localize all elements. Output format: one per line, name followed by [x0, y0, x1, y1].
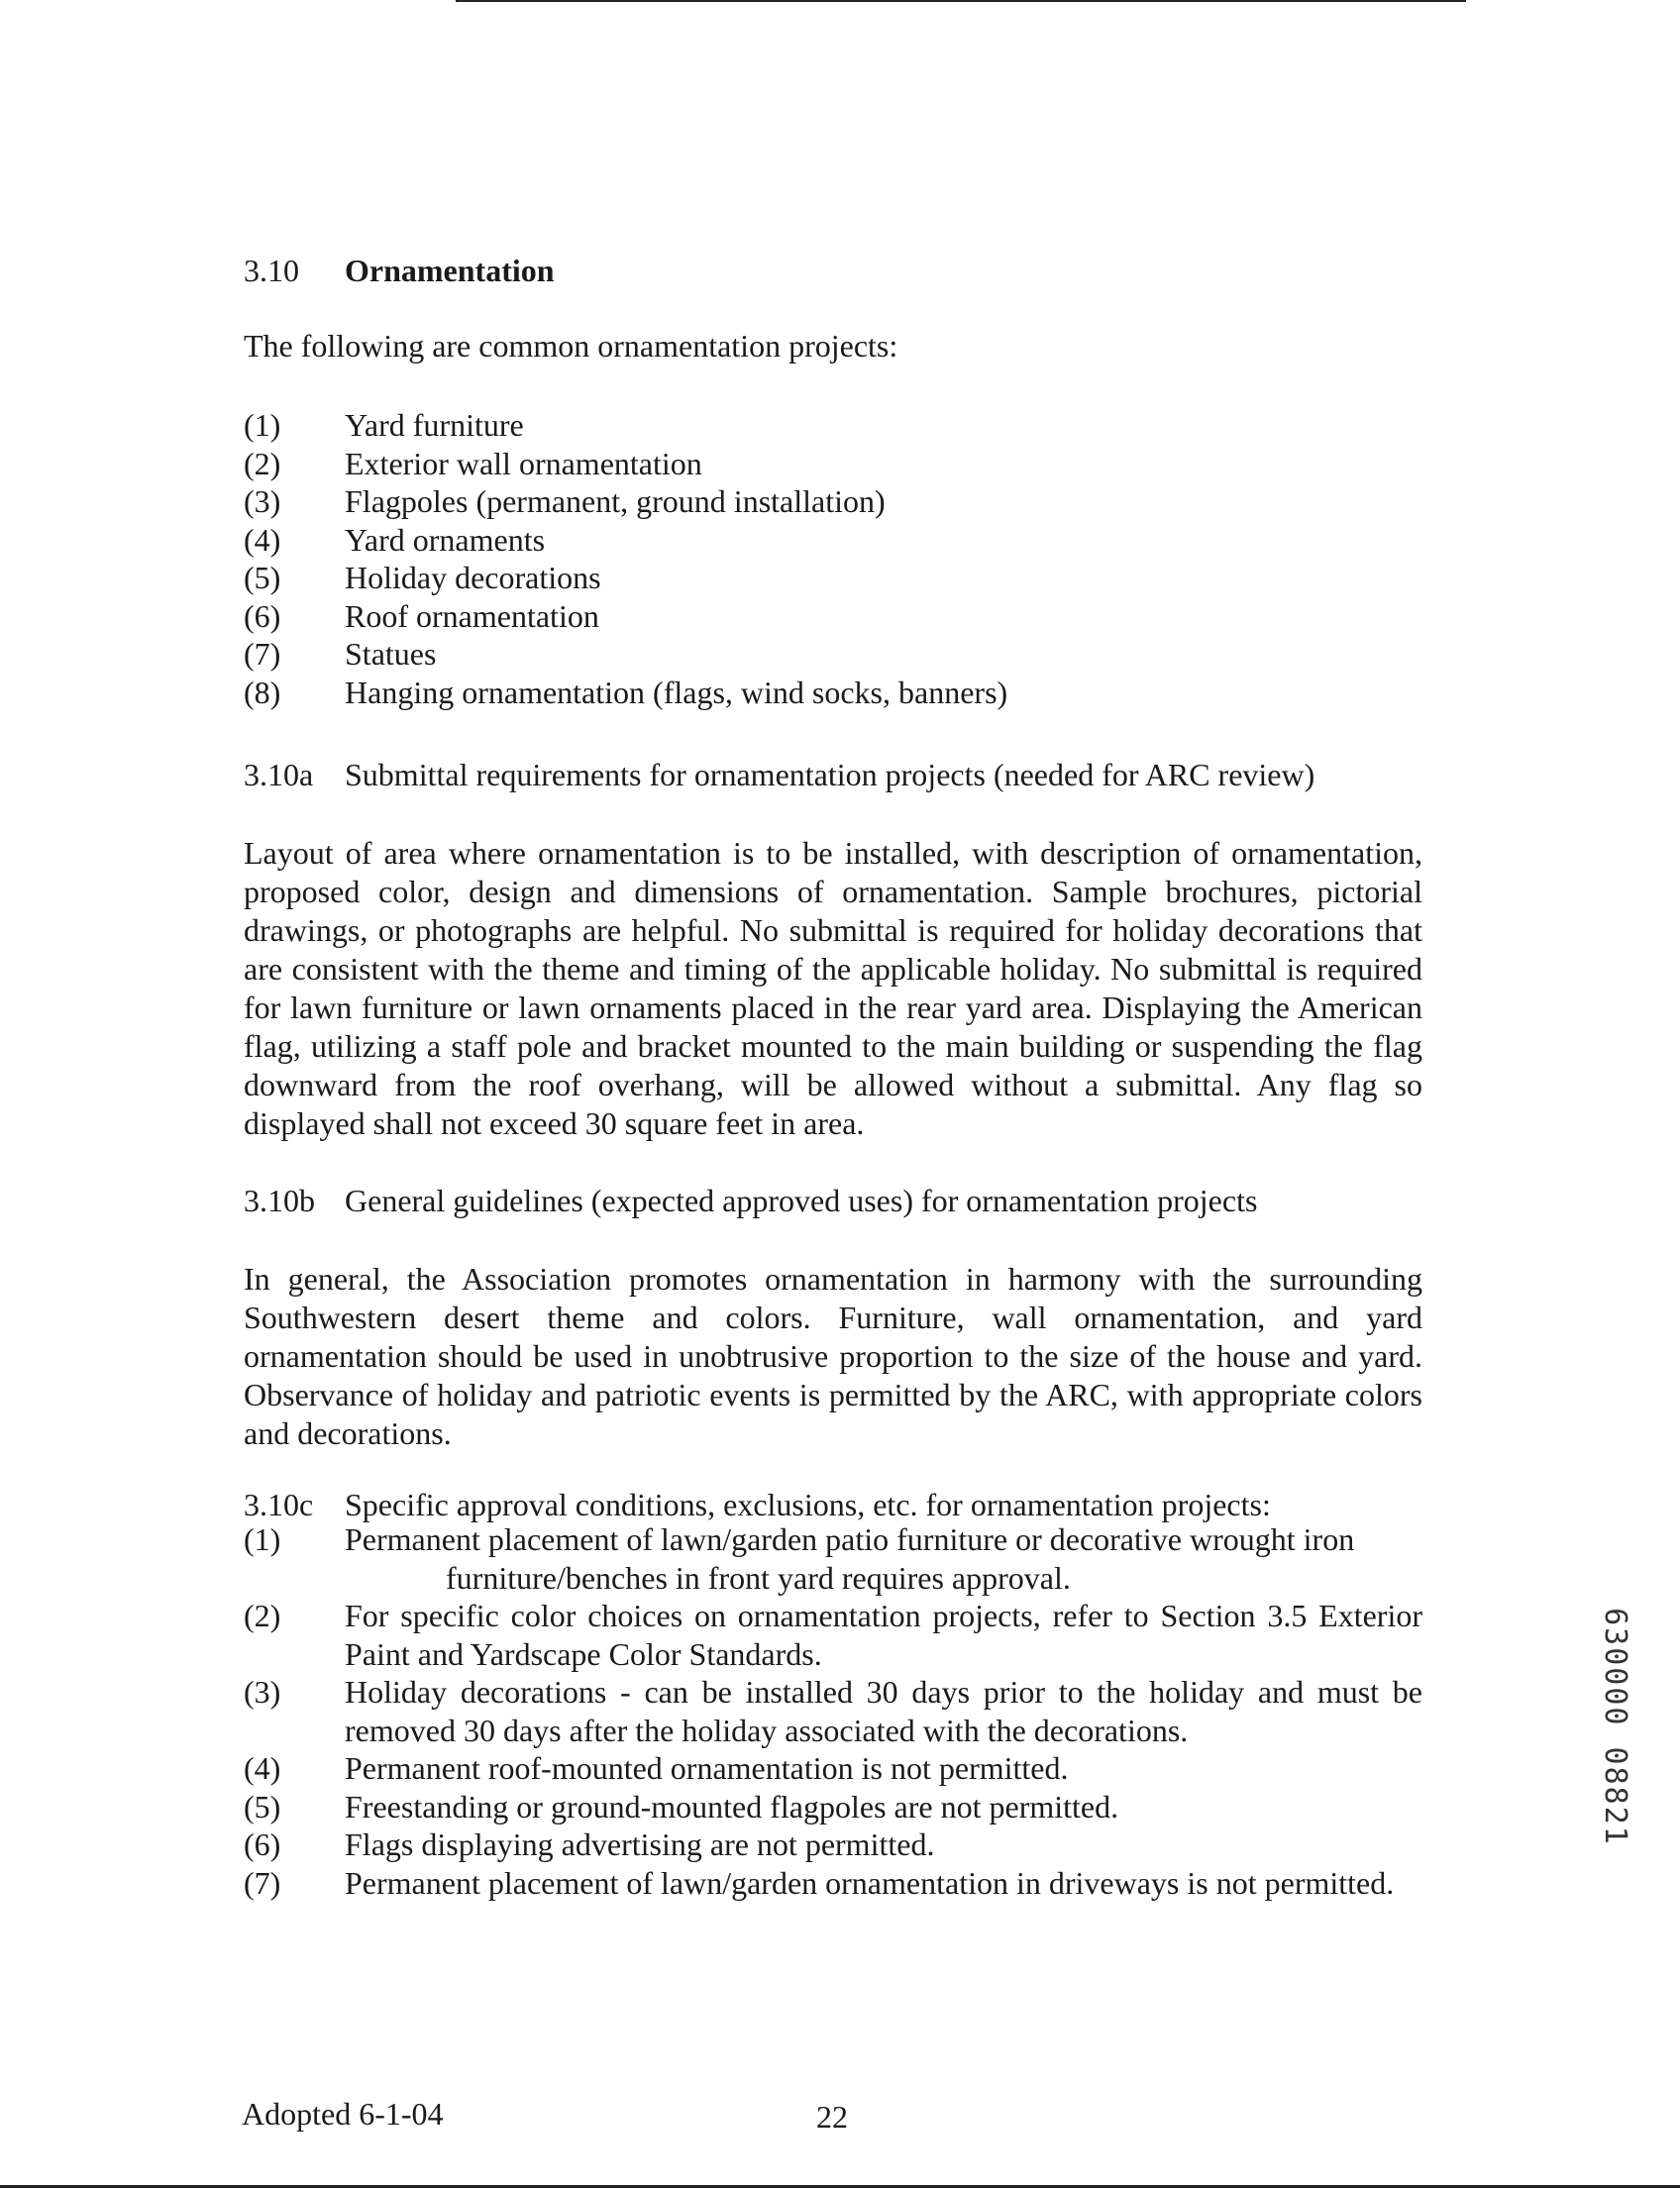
list-item [244, 445, 1007, 483]
subsection-c-heading [244, 1486, 1271, 1524]
list-item-text: Flagpoles (permanent, ground installation) [345, 483, 886, 519]
list-item-number: (6) [244, 1826, 281, 1862]
list-item [244, 674, 1007, 712]
list-item-text: Flags displaying advertising are not permitted. [345, 1826, 935, 1862]
conditions-list [244, 1520, 1422, 1902]
list-item [244, 635, 1007, 674]
list-item-text: For specific color choices on ornamentation projects, refer to Section 3.5 Exterior Paint and Yardscape Color Standards. [345, 1598, 1422, 1672]
list-item-number: (5) [244, 560, 281, 595]
subsection-title: Specific approval conditions, exclusions, etc. for ornamentation projects: [345, 1487, 1271, 1522]
intro-text: The following are common ornamentation projects: [244, 328, 898, 364]
document-stamp-text: 630000 08821 [1597, 1607, 1632, 1846]
list-item-text: Roof ornamentation [345, 597, 599, 634]
subsection-title: Submittal requirements for ornamentation projects (needed for ARC review) [345, 757, 1315, 792]
list-item-text: Statues [345, 636, 437, 672]
subsection-number: 3.10b [244, 1183, 315, 1218]
document-stamp [1585, 1593, 1644, 1860]
list-item-number: (8) [244, 674, 281, 710]
list-item-number: (7) [244, 636, 281, 672]
subsection-a-paragraph: Layout of area where ornamentation is to be installed, with description of ornamentation, proposed color, design and dimensions of ornamentation. Sample brochures, pictorial drawings, or photographs are helpful. No submittal is required for holiday decorations that are consistent with the theme and timing of the applicable holiday. No submittal is required for lawn furniture or lawn ornaments placed in the rear yard area. Displaying the American flag, utilizing a staff pole and bracket mounted to the main building or suspending the flag downward from the roof overhang, will be allowed without a submittal. Any flag so displayed shall not exceed 30 square feet in area. [244, 835, 1422, 1141]
list-item [244, 521, 1007, 560]
list-item-number: (7) [244, 1864, 281, 1901]
footer-page-number: 22 [816, 2099, 848, 2135]
list-item-text: Permanent placement of lawn/garden patio furniture or decorative wrought iron [345, 1521, 1355, 1557]
footer-adopted-date: Adopted 6-1-04 [242, 2096, 444, 2132]
list-item-continuation: furniture/benches in front yard requires approval. [446, 1559, 1071, 1596]
list-item [244, 1673, 1422, 1749]
list-item-number: (6) [244, 597, 281, 634]
list-item-text: Yard furniture [345, 407, 524, 443]
projects-list [244, 406, 1007, 711]
list-item-number: (1) [244, 1521, 281, 1557]
list-item-text: Yard ornaments [345, 521, 546, 558]
list-item [244, 1597, 1422, 1673]
list-item-text: Exterior wall ornamentation [345, 445, 702, 481]
list-item [244, 559, 1007, 597]
list-item-text: Holiday decorations [345, 560, 601, 595]
section-heading [244, 253, 555, 289]
list-item [244, 597, 1007, 636]
list-item [244, 1788, 1422, 1826]
list-item-text: Permanent roof-mounted ornamentation is not permitted. [345, 1750, 1069, 1786]
list-item-text: Permanent placement of lawn/garden ornamentation in driveways is not permitted. [345, 1864, 1395, 1901]
subsection-number: 3.10a [244, 757, 314, 792]
list-item [244, 1520, 1422, 1597]
list-item-number: (2) [244, 1598, 281, 1633]
section-title: Ornamentation [345, 253, 555, 288]
top-border-line [456, 0, 1466, 2]
subsection-b-paragraph: In general, the Association promotes ornamentation in harmony with the surrounding Southwestern desert theme and colors. Furniture, wall ornamentation, and yard ornamentation should be used in unobtrusive proportion to the size of the house and yard. Observance of holiday and patriotic events is permitted by the ARC, with appropriate colors and decorations. [244, 1261, 1422, 1451]
section-number: 3.10 [244, 253, 299, 288]
list-item-number: (4) [244, 1750, 281, 1786]
list-item-number: (1) [244, 407, 281, 443]
list-item [244, 1864, 1422, 1903]
list-item-number: (3) [244, 1674, 281, 1710]
list-item-number: (4) [244, 521, 281, 558]
list-item-number: (5) [244, 1788, 281, 1824]
list-item-text: Holiday decorations - can be installed 30 days prior to the holiday and must be removed 30 days after the holiday associated with the decorations. [345, 1674, 1422, 1748]
subsection-title: General guidelines (expected approved uses) for ornamentation projects [345, 1183, 1258, 1218]
list-item [244, 1825, 1422, 1864]
list-item-number: (2) [244, 445, 281, 481]
list-item-text: Freestanding or ground-mounted flagpoles are not permitted. [345, 1788, 1119, 1824]
subsection-a-heading [244, 756, 1314, 794]
list-item [244, 482, 1007, 521]
subsection-b-heading [244, 1182, 1257, 1220]
list-item [244, 406, 1007, 445]
subsection-number: 3.10c [244, 1487, 314, 1522]
list-item [244, 1749, 1422, 1788]
list-item-number: (3) [244, 483, 281, 519]
list-item-text: Hanging ornamentation (flags, wind socks, banners) [345, 674, 1008, 710]
bottom-border-line [0, 2185, 1680, 2188]
